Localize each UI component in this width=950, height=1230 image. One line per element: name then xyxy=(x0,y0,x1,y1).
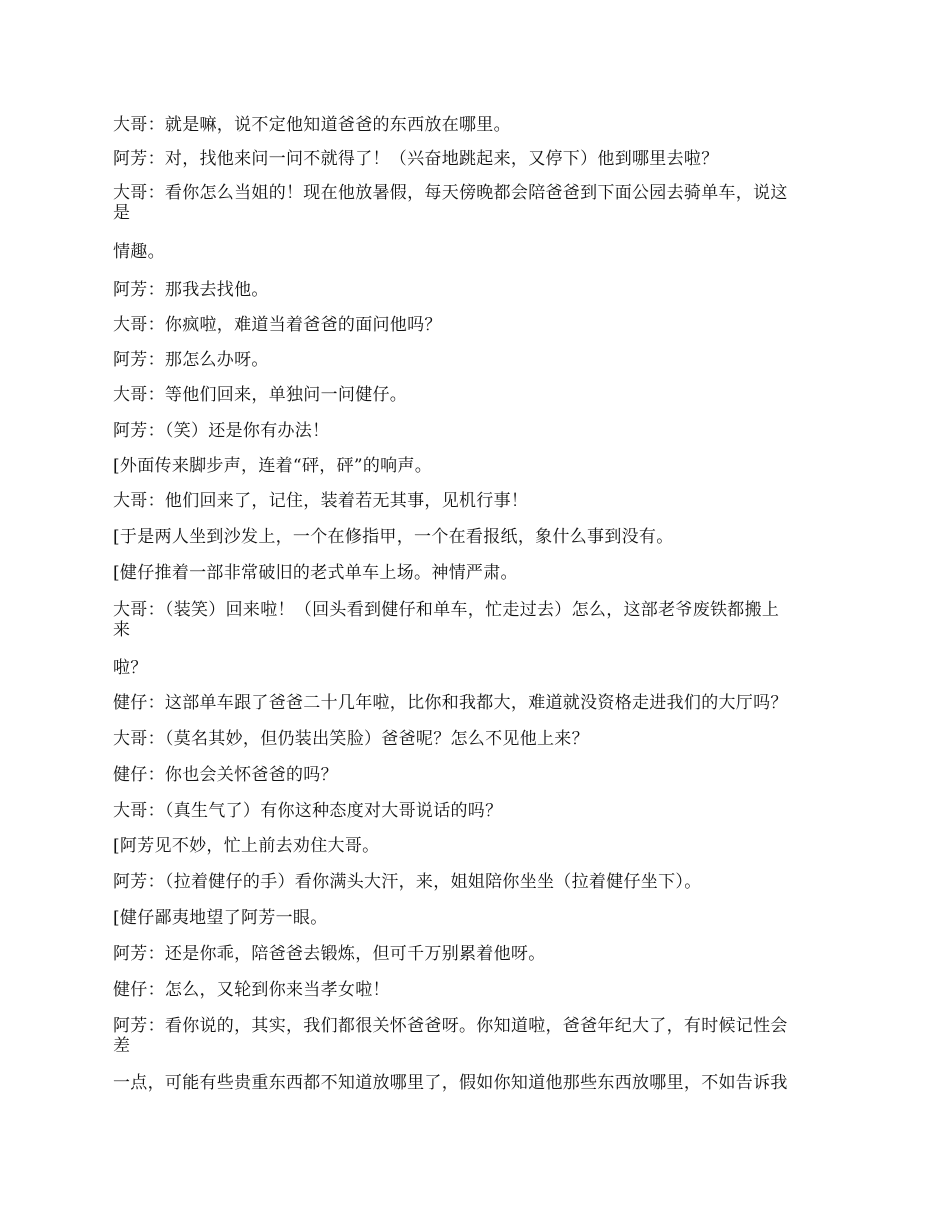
script-line: 大哥：（真生气了）有你这种态度对大哥说话的吗？ xyxy=(113,801,503,821)
script-line: 阿芳：还是你乖，陪爸爸去锻炼，但可千万别累着他呀。 xyxy=(113,944,546,964)
script-line: 大哥：看你怎么当姐的！现在他放暑假，每天傍晚都会陪爸爸到下面公园去骑单车，说这 xyxy=(113,183,788,203)
script-line: 阿芳：那我去找他。 xyxy=(113,280,269,300)
script-line: 啦？ xyxy=(113,658,148,678)
stage-direction: [健仔推着一部非常破旧的老式单车上场。神情严肃。 xyxy=(113,563,518,583)
script-line: 是 xyxy=(113,203,131,223)
script-line: 情趣。 xyxy=(113,242,165,262)
script-line: 阿芳：（拉着健仔的手）看你满头大汗，来，姐姐陪你坐坐（拉着健仔坐下）。 xyxy=(113,872,702,892)
script-line: 一点，可能有些贵重东西都不知道放哪里了，假如你知道他那些东西放哪里，不如告诉我 xyxy=(113,1073,788,1093)
stage-direction: [外面传来脚步声，连着“砰，砰”的响声。 xyxy=(113,456,433,476)
script-line: 大哥：你疯啦，难道当着爸爸的面问他吗？ xyxy=(113,315,442,335)
script-line: 大哥：等他们回来，单独问一问健仔。 xyxy=(113,385,408,405)
script-line: 来 xyxy=(113,620,131,640)
script-line: 差 xyxy=(113,1036,131,1056)
script-line: 健仔：这部单车跟了爸爸二十几年啦，比你和我都大，难道就没资格走进我们的大厅吗？ xyxy=(113,693,788,713)
script-line: 大哥：他们回来了，记住，装着若无其事，见机行事！ xyxy=(113,491,529,511)
script-line: 大哥：（莫名其妙，但仍装出笑脸）爸爸呢？怎么不见他上来？ xyxy=(113,729,589,749)
script-line: 阿芳：（笑）还是你有办法！ xyxy=(113,421,330,441)
script-line: 健仔：怎么，又轮到你来当孝女啦！ xyxy=(113,980,390,1000)
script-line: 阿芳：那怎么办呀。 xyxy=(113,350,269,370)
script-line: 阿芳：对，找他来问一问不就得了！（兴奋地跳起来，又停下）他到哪里去啦？ xyxy=(113,149,719,169)
stage-direction: [于是两人坐到沙发上，一个在修指甲，一个在看报纸，象什么事到没有。 xyxy=(113,527,674,547)
script-line: 大哥：（装笑）回来啦！（回头看到健仔和单车，忙走过去）怎么，这部老爷废铁都搬上 xyxy=(113,600,780,620)
stage-direction: [健仔鄙夷地望了阿芳一眼。 xyxy=(113,908,328,928)
stage-direction: [阿芳见不妙，忙上前去劝住大哥。 xyxy=(113,836,380,856)
script-line: 阿芳：看你说的，其实，我们都很关怀爸爸呀。你知道啦，爸爸年纪大了，有时候记性会 xyxy=(113,1016,788,1036)
script-line: 大哥：就是嘛，说不定他知道爸爸的东西放在哪里。 xyxy=(113,115,511,135)
script-line: 健仔：你也会关怀爸爸的吗？ xyxy=(113,765,338,785)
